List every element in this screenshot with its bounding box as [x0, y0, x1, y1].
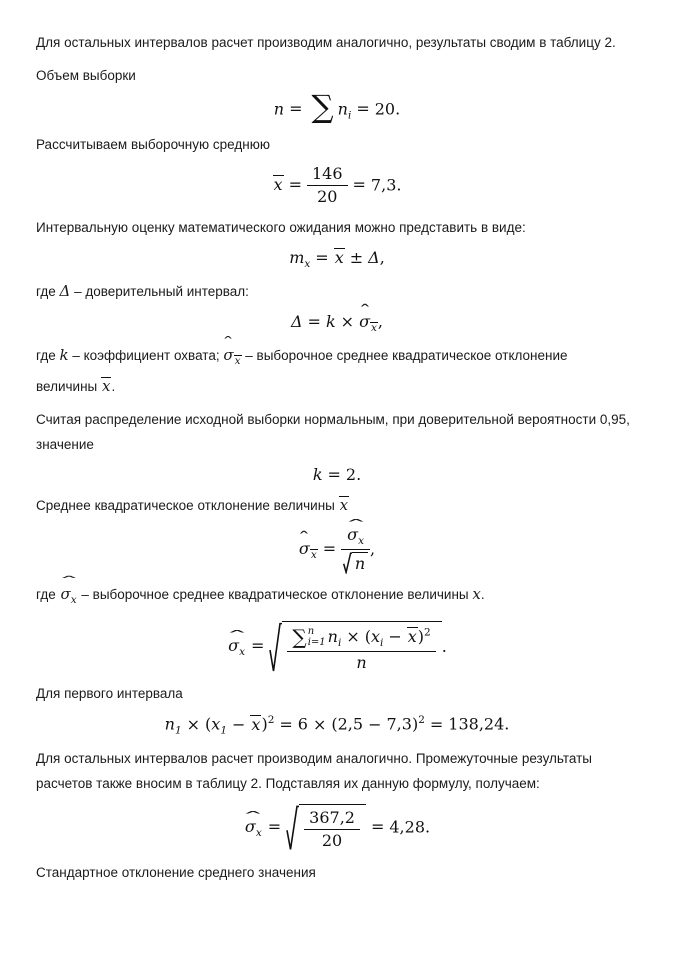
var-k: k [325, 311, 336, 331]
square-root [269, 621, 441, 674]
inline-sigma-hat-wide: $\sigma_x$ ˆ [59, 582, 77, 613]
paragraph-other-intervals: Для остальных интервалов расчет производим аналогично. Промежуточные результаты расчетов также вносим в таблицу 2. Подставляя их данную формулу, получаем: [36, 750, 593, 791]
paragraph-std-dev-label: Стандартное отклонение среднего значения [36, 864, 316, 880]
fraction: ∑ n i=1 $n_i \times (x_i - x)^2$ n [287, 626, 435, 673]
fraction: $\frac{367,2}{20}$ [304, 809, 360, 851]
formula-first-interval: $n_1 \times (x_1 - x)^2 = 6 \times (2,5 - 7,3)^2 = 138,24$. [164, 714, 510, 737]
paragraph-k-definition: где k – коэффициент охвата; σ ˆ$_x$ – выборочное среднее квадратическое отклонение величины x. [36, 343, 638, 399]
formula-confidence-interval: Δ = k × σ ˆ$_x$, [36, 312, 638, 335]
paragraph-interval-estimate: Интервальную оценку математического ожидания можно представить в виде: [36, 219, 526, 235]
paragraph-delta-definition: где Δ – доверительный интервал: [36, 281, 249, 300]
inline-var-delta: Δ [59, 281, 71, 300]
radical-sign [286, 804, 299, 852]
sum-symbol: ∑ n i=1 [292, 625, 326, 650]
formula-sigma-mean: σ ˆ$_x$ = $\frac{\sigma_x ˆ}{n}$ , [36, 526, 638, 574]
sigma-hat: σ ˆ [299, 539, 310, 559]
sigma-hat-wide: $\sigma_x$ ˆ [244, 817, 263, 840]
sigma-hat-wide: $\sigma_x$ ˆ [227, 636, 246, 659]
square-root: n [343, 552, 368, 573]
inline-var-k: k [59, 346, 69, 365]
formula-k-value: k = 2. [312, 464, 362, 484]
paragraph-sigma-x-definition: где $\sigma_x$ ˆ – выборочное среднее квадратическое отклонение величины x. [36, 582, 638, 613]
sum-symbol: ∑ [311, 89, 334, 125]
paragraph-sample-size-label: Объем выборки [36, 68, 136, 83]
sigma-hat-wide: $\sigma_x$ ˆ [346, 526, 365, 547]
formula-sigma-x: $\sigma_x$ ˆ = ∑ n i=1 $n_i \times (x_i - x)^2$ n . [36, 621, 638, 674]
paragraph-intro: Для остальных интервалов расчет производим аналогично, результаты сводим в таблицу 2. [36, 35, 616, 50]
fraction [341, 526, 370, 574]
fraction: $\frac{146}{20}$ [307, 165, 348, 207]
var-delta: Δ [368, 247, 380, 267]
var-xbar: x [273, 175, 283, 195]
formula-sample-mean: x = $\frac{146}{20}$ = 7,3. [273, 163, 402, 207]
square-root [286, 804, 366, 852]
inline-var-xbar: x [101, 376, 111, 395]
var-delta: Δ [290, 311, 303, 331]
paragraph-mean-label: Рассчитываем выборочную среднюю [36, 136, 270, 152]
var-k: k [312, 464, 323, 484]
radical-sign [269, 621, 282, 674]
var-m: m [289, 247, 305, 267]
sigma-hat: σ ˆ [359, 312, 370, 332]
var-n: n [273, 99, 285, 119]
paragraph-first-interval-label: Для первого интервала [36, 686, 183, 702]
paragraph-std-dev-mean-label: Среднее квадратическое отклонение величины x [36, 495, 349, 514]
inline-sigma-hat: σ ˆ [223, 343, 233, 368]
radical-sign [343, 552, 352, 573]
inline-var-x: x [472, 584, 481, 603]
inline-var-xbar: x [339, 495, 349, 514]
formula-sample-size: n = ∑ $n_i = 20$. [273, 89, 401, 125]
paragraph-normal-distribution: Считая распределение исходной выборки нормальным, при доверительной вероятности 0,95, значение [36, 411, 630, 452]
formula-sigma-result: $\sigma_x$ ˆ = $\frac{367,2}{20}$ = 4,28. [36, 804, 638, 852]
formula-expectation-interval: $m_x = x \pm \Delta$, [289, 247, 385, 270]
var-xbar: x [334, 247, 344, 267]
